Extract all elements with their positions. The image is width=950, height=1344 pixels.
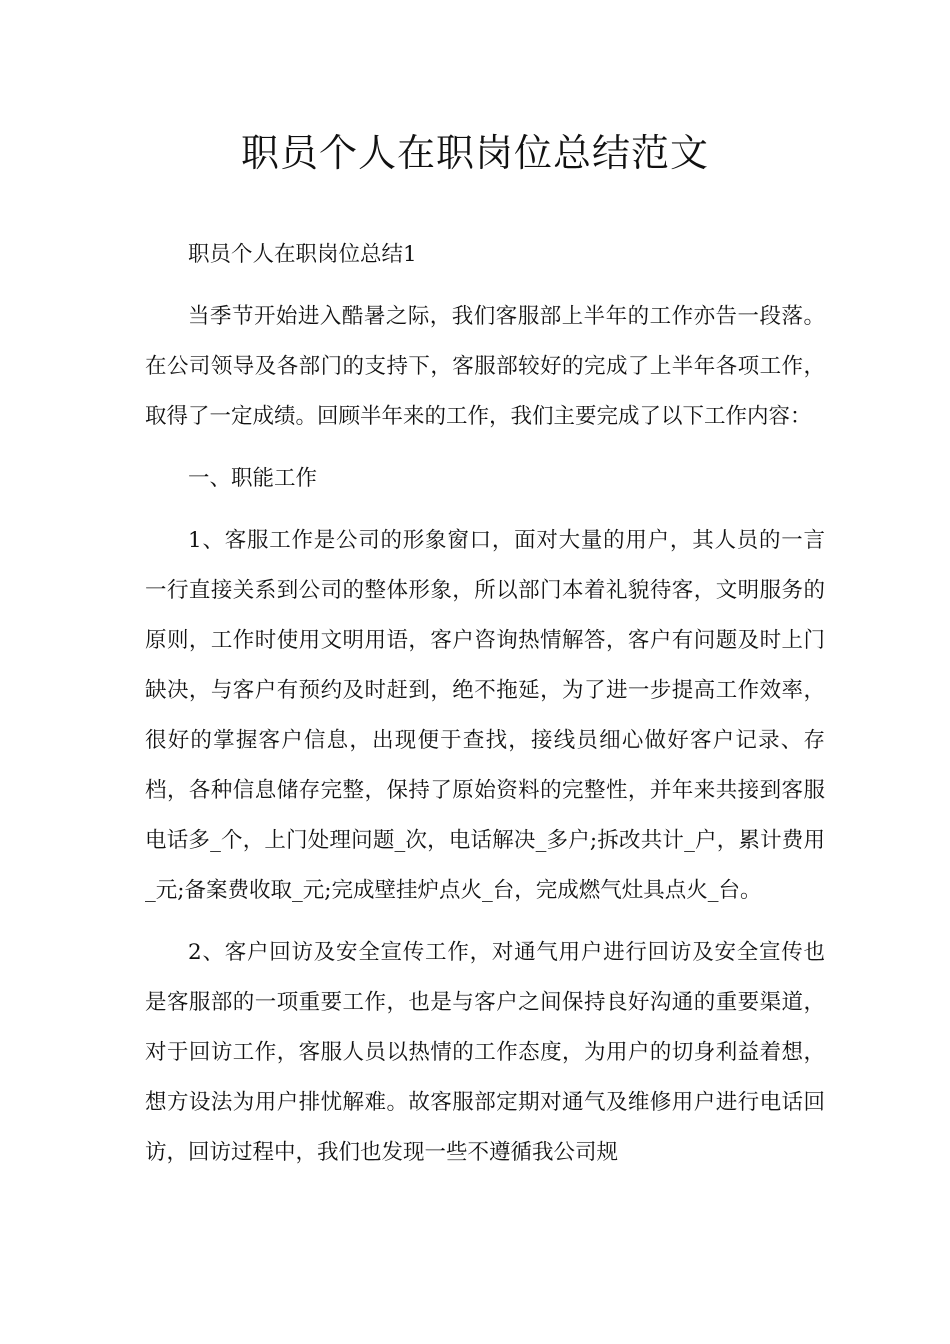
item1-paragraph: 1、客服工作是公司的形象窗口，面对大量的用户，其人员的一言一行直接关系到公司的整体形象，所以部门本着礼貌待客，文明服务的原则，工作时使用文明用语，客户咨询热情解答，客户有问题及时上门缺决，与客户有预约及时赶到，绝不拖延，为了进一步提高工作效率，很好的掌握客户信息，出现便于查找，接线员细心做好客户记录、存档，各种信息储存完整，保持了原始资料的完整性，并年来共接到客服电话多_个，上门处理问题_次，电话解决_多户;拆改共计_户，累计费用_元;备案费收取_元;完成壁挂炉点火_台，完成燃气灶具点火_台。	[145, 528, 825, 903]
document-title: 职员个人在职岗位总结范文	[240, 131, 709, 175]
spacer	[145, 442, 825, 454]
document-body	[145, 230, 825, 1178]
spacer	[145, 916, 825, 928]
intro-paragraph: 当季节开始进入酷暑之际，我们客服部上半年的工作亦告一段落。在公司领导及各部门的支持下，客服部较好的完成了上半年各项工作，取得了一定成绩。回顾半年来的工作，我们主要完成了以下工作内容：	[145, 304, 825, 429]
spacer	[145, 280, 825, 292]
spacer	[145, 504, 825, 516]
section-subtitle: 职员个人在职岗位总结1	[188, 242, 417, 267]
section1-heading: 一、职能工作	[188, 466, 318, 491]
item2-paragraph: 2、客户回访及安全宣传工作，对通气用户进行回访及安全宣传也是客服部的一项重要工作，也是与客户之间保持良好沟通的重要渠道，对于回访工作，客服人员以热情的工作态度，为用户的切身利益着想，想方设法为用户排忧解难。故客服部定期对通气及维修用户进行电话回访，回访过程中，我们也发现一些不遵循我公司规	[145, 940, 825, 1165]
